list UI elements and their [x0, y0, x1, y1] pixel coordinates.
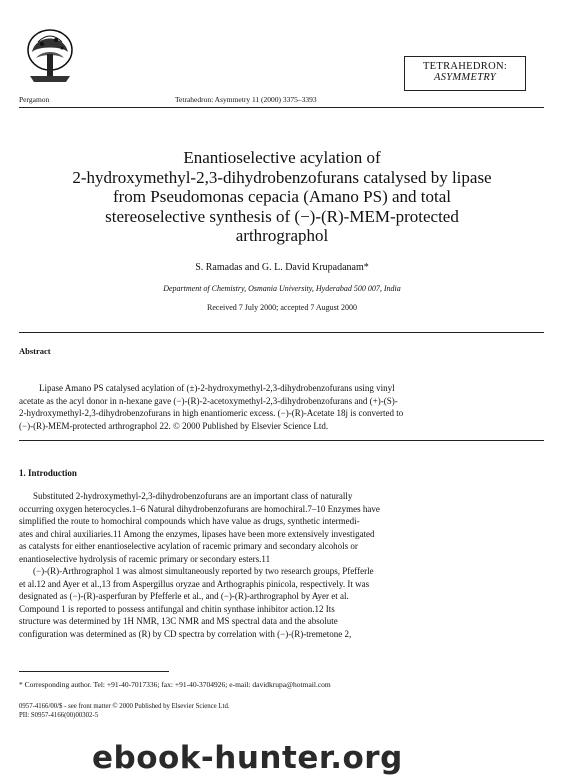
body-line: Substituted 2-hydroxymethyl-2,3-dihydrobenzofurans are an important class of naturally	[33, 491, 353, 501]
abstract-line: Lipase Amano PS catalysed acylation of (±)-2-hydroxymethyl-2,3-dihydrobenzofurans using vinyl	[39, 383, 395, 393]
issn-block	[19, 702, 230, 720]
section-heading: 1. Introduction	[19, 468, 77, 478]
journal-citation: Tetrahedron: Asymmetry 11 (2000) 3375–3393	[175, 95, 317, 104]
affiliation: Department of Chemistry, Osmania University, Hyderabad 500 007, India	[163, 284, 401, 293]
body-line: as catalysts for either enantioselective acylation of racemic primary and secondary alcohols or	[19, 541, 358, 551]
body-line: simplified the route to homochiral compounds which have value as drugs, synthetic intermedi-	[19, 516, 360, 526]
title-line: stereoselective synthesis of (−)-(R)-MEM-protected	[105, 206, 459, 226]
body-line: designated as (−)-(R)-asperfuran by Pfefferle et al., and (−)-(R)-arthrographol by Ayer et al.	[19, 591, 349, 601]
journal-name-line2: ASYMMETRY	[433, 72, 496, 83]
body-line: structure was determined by 1H NMR, 13C NMR and MS spectral data and the absolute	[19, 616, 338, 626]
introduction-body	[19, 490, 544, 640]
author-list: S. Ramadas and G. L. David Krupadanam*	[195, 262, 369, 273]
abstract-line: 2-hydroxymethyl-2,3-dihydrobenzofurans in high enantiomeric excess. (−)-(R)-Acetate 18j is converted to	[19, 408, 404, 418]
abstract-divider	[19, 332, 544, 333]
issn-line: 0957-4166/00/$ - see front matter © 2000 Published by Elsevier Science Ltd.	[19, 703, 230, 710]
header-divider	[19, 107, 544, 108]
body-line: (−)-(R)-Arthrographol 1 was almost simultaneously reported by two research groups, Pfefferle	[33, 566, 374, 576]
article-title	[20, 148, 544, 246]
pii-line: PII: S0957-4166(00)00302-5	[19, 712, 99, 719]
body-line: configuration was determined as (R) by CD spectra by correlation with (−)-(R)-tremetone 2,	[19, 628, 352, 639]
title-line: Enantioselective acylation of	[183, 148, 381, 167]
body-line: Compound 1 is reported to possess antifungal and chitin synthase inhibitor action.12 Its	[19, 603, 335, 614]
journal-name-line1: TETRAHEDRON:	[422, 61, 508, 72]
body-line: enantioselective hydrolysis of racemic primary or secondary esters.11	[19, 553, 271, 564]
body-line: et al.12 and Ayer et al.,13 from Aspergillus oryzae and Arthographis pinicola, respectively. It was	[19, 578, 370, 589]
corresponding-author-footnote: * Corresponding author. Tel: +91-40-7017336; fax: +91-40-3704926; e-mail: davidkrupa@hotmail.com	[19, 680, 331, 689]
title-line: 2-hydroxymethyl-2,3-dihydrobenzofurans catalysed by lipase	[72, 167, 492, 187]
publisher-name: Pergamon	[19, 95, 50, 104]
body-line: occurring oxygen heterocycles.1–6 Natural dihydrobenzofurans are homochiral.7–10 Enzymes have	[19, 503, 380, 514]
abstract-line: acetate as the acyl donor in n-hexane gave (−)-(R)-2-acetoxymethyl-2,3-dihydrobenzofurans and (+)-(S)-	[19, 395, 398, 406]
body-divider	[19, 440, 544, 441]
footnote-divider	[19, 671, 169, 672]
abstract-line: (−)-(R)-MEM-protected arthrographol 22. © 2000 Published by Elsevier Science Ltd.	[19, 420, 329, 431]
body-line: ates and chiral auxiliaries.11 Among the enzymes, lipases have been more extensively investigated	[19, 528, 375, 539]
abstract-heading: Abstract	[19, 346, 51, 356]
received-dates: Received 7 July 2000; accepted 7 August 2000	[207, 303, 357, 312]
title-line: arthrographol	[235, 226, 329, 246]
title-line: from Pseudomonas cepacia (Amano PS) and total	[112, 187, 452, 207]
elsevier-tree-logo-icon	[22, 24, 78, 88]
watermark-text: ebook-hunter.org	[92, 740, 403, 776]
abstract-body	[19, 382, 544, 432]
